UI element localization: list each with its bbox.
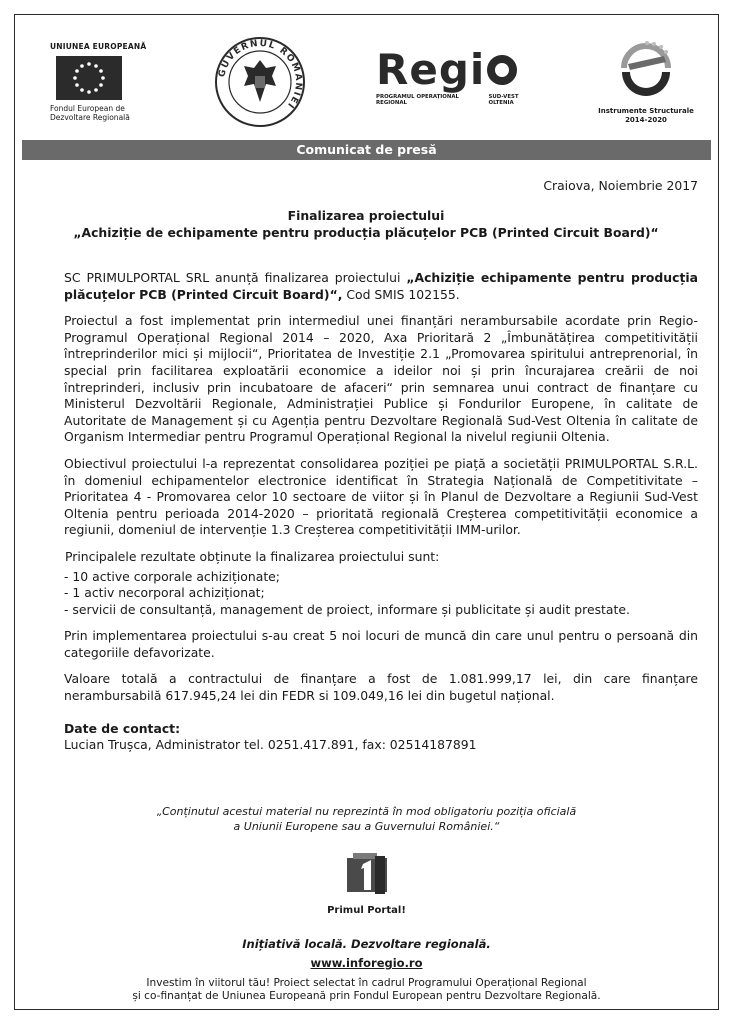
list-item: - servicii de consultanță, management de proiect, informare și publicitate și audit prestate. [64, 601, 630, 617]
title-line-2: „Achiziție de echipamente pentru producția plăcuțelor PCB (Printed Circuit Board)“ [73, 224, 659, 240]
results-intro: Principalele rezultate obținute la finalizarea proiectului sunt: [65, 548, 440, 564]
objective-paragraph: Obiectivul proiectului l-a reprezentat consolidarea poziției pe piață a societății PRIMULPORTAL S.R.L. în domeniul echipamentelor electronice identificat în Strategia Națională de Competitivitate – Prioritatea 4 - Promovarea celor 10 sectoare de viitor și în Planul de Dezvoltare a Regiunii Sud-Vest Oltenia pentru perioada 2014-2020 – prioritată regională Creșterea competitivității economice a regiunii, domeniul de intervenție 1.3 Creșterea competitivității IMM-urilor. [64, 455, 698, 538]
eu-label: UNIUNEA EUROPEANĂ [50, 42, 147, 51]
regio-wordmark: Regi [376, 45, 486, 94]
disclaimer: „Conținutul acestui material nu reprezintă în mod obligatoriu poziția oficială a Uniunii Europene sau a Guvernului României.“ [156, 805, 577, 833]
svg-text:GUVERNUL ROMÂNIEI: GUVERNUL ROMÂNIEI [217, 38, 304, 111]
website-link[interactable]: www.inforegio.ro [310, 956, 423, 970]
regio-program-label: PROGRAMUL OPERAȚIONAL REGIONAL [376, 94, 459, 106]
structural-instruments-period: 2014-2020 [625, 116, 667, 124]
intro-paragraph: SC PRIMULPORTAL SRL anunță finalizarea proiectului „Achiziție echipamente pentru producția plăcuțelor PCB (Printed Circuit Board)“, Cod SMIS 102155. [64, 270, 698, 302]
logo-strip [28, 36, 704, 136]
company-logo-text: Primul Portal! [327, 905, 406, 916]
list-item: - 1 activ necorporal achiziționat; [64, 585, 265, 601]
company-logo-icon [327, 850, 407, 910]
press-release-banner: Comunicat de presă [22, 140, 711, 160]
eu-flag-icon [56, 56, 122, 100]
jobs-paragraph: Prin implementarea proiectului s-au creat 5 noi locuri de muncă din care unul pentru o persoană din categoriile defavorizate. [64, 628, 698, 660]
eu-logo [50, 42, 160, 122]
tagline: Inițiativă locală. Dezvoltare regională. [242, 936, 491, 951]
regio-region-label: SUD-VEST OLTENIA [488, 94, 519, 106]
document-body [64, 270, 698, 754]
structural-instruments-label: Instrumente Structurale [598, 107, 694, 115]
contact-heading: Date de contact: [64, 720, 181, 736]
document-title [64, 208, 668, 241]
regio-logo [376, 45, 556, 106]
government-seal-icon [214, 36, 306, 128]
contact-block [64, 721, 698, 754]
eu-fund-label: Fondul European de Dezvoltare Regională [50, 104, 130, 122]
title-line-1: Finalizarea proiectului [287, 208, 445, 223]
project-name: „Achiziție echipamente pentru producția plăcuțelor PCB (Printed Circuit Board)“, [64, 270, 698, 302]
footer [22, 805, 711, 1003]
contact-details: Lucian Trușca, Administrator tel. 0251.417.891, fax: 02514187891 [64, 737, 477, 753]
implementation-paragraph: Proiectul a fost implementat prin intermediul unei finanțări nerambursabile acordate prin Regio-Programul Operațional Regional 2014 – 2020, Axa Prioritară 2 „Îmbunătățirea competitivității întreprinderilor mici și mijlocii“, Prioritatea de Investiție 2.1 „Promovarea spiritului antreprenorial, în special prin facilitarea exploatării economice a ideilor noi și prin încurajarea creării de noi întreprinderi, inclusiv prin incubatoare de afaceri“ prin semnarea unui contract de finanțare cu Ministerul Dezvoltării Regionale, Administrației Publice și Fondurilor Europene, în calitate de Autoritate de Management și cu Agenția pentru Dezvoltare Regională Sud-Vest Oltenia în calitate de Organism Intermediar pentru Programul Operațional Regional la nivelul regiunii Oltenia. [64, 313, 698, 445]
release-date: Craiova, Noiembrie 2017 [543, 178, 698, 193]
funding-statement: Investim în viitorul tău! Proiect selectat în cadrul Programului Operațional Regional și co-finanțat de Uniunea Europeană prin Fondul European pentru Dezvoltare Regională. [132, 976, 601, 1002]
list-item: - 10 active corporale achiziționate; [64, 568, 280, 584]
structural-instruments-logo [592, 38, 700, 125]
structural-instruments-icon [614, 38, 678, 100]
regio-o-icon [487, 55, 517, 85]
contract-value-paragraph: Valoare totală a contractului de finanțare a fost de 1.081.999,17 lei, din care finanțare nerambursabilă 617.945,24 lei din FEDR si 109.049,16 lei din bugetul național. [64, 671, 698, 704]
results-list [64, 549, 698, 618]
